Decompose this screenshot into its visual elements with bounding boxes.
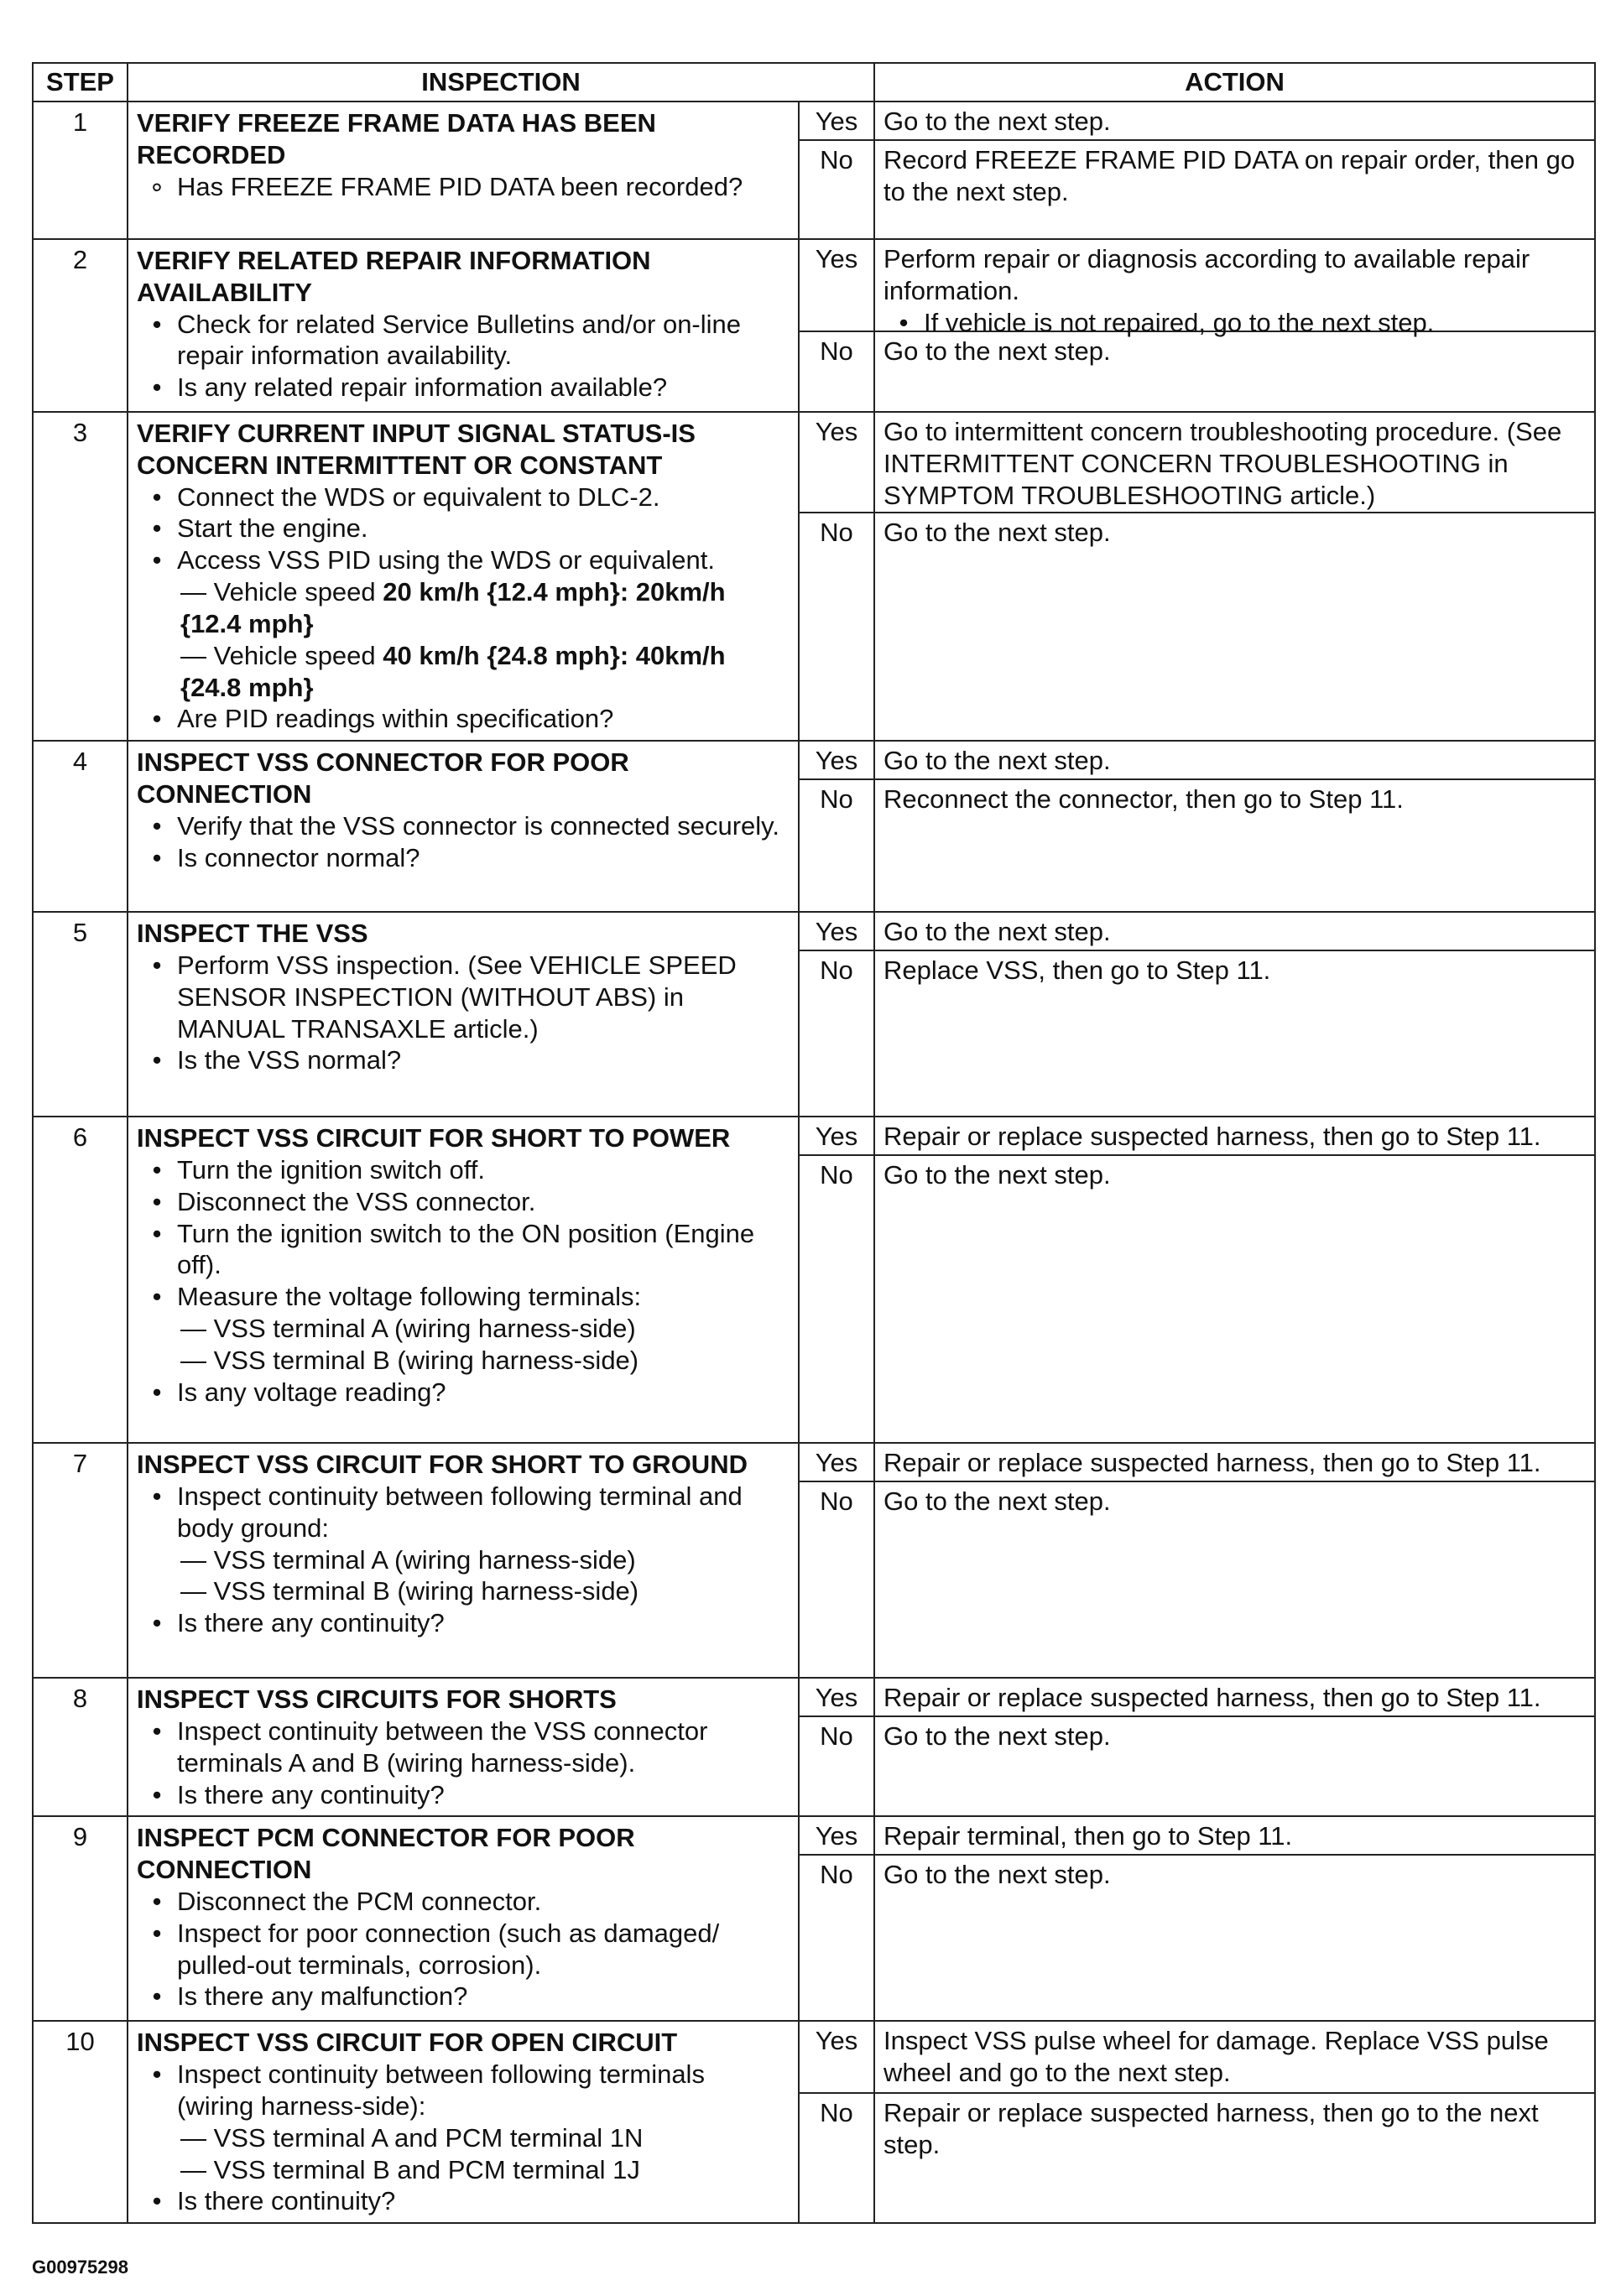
yes-action-text: Repair or replace suspected harness, then go to Step 11. [883, 1683, 1541, 1713]
bullet-mark: • [152, 1887, 162, 1916]
inspection-cell [128, 1816, 799, 2021]
yes-no-cell [799, 1117, 874, 1443]
action-cell [874, 412, 1595, 741]
yes-no-cell [799, 912, 874, 1117]
inspection-bullet [137, 1218, 788, 1282]
bullet-mark: • [152, 950, 162, 980]
bullet-mark: • [152, 1715, 162, 1746]
inspection-title: INSPECT VSS CIRCUIT FOR SHORT TO GROUND [137, 1450, 748, 1480]
table-row [33, 239, 1595, 412]
bullet-text: Inspect continuity between following terminals (wiring harness-side): [177, 2059, 705, 2121]
bullet-mark: • [152, 704, 162, 734]
inspection-title: INSPECT THE VSS [137, 919, 368, 949]
inspection-bullet [137, 1044, 788, 1076]
inspection-bullet [137, 372, 788, 403]
action-cell [874, 1678, 1595, 1816]
no-action: Reconnect the connector, then go to Step 11. [883, 784, 1404, 815]
yes-label: Yes [800, 1117, 873, 1156]
yes-label: Yes [800, 1679, 873, 1717]
inspection-title: INSPECT VSS CONNECTOR FOR POOR CONNECTION [137, 747, 629, 809]
yes-action [875, 240, 1594, 337]
yes-no-cell [799, 1816, 874, 2021]
bullet-mark: ∘ [149, 171, 165, 201]
bullet-mark: • [152, 2059, 162, 2090]
bullet-text: Is the VSS normal? [177, 1045, 402, 1075]
action-cell [874, 102, 1595, 239]
bullet-text: Is any related repair information available? [177, 372, 668, 403]
inspection-bullet [137, 1918, 788, 1981]
no-label: No [820, 1486, 853, 1517]
bullet-mark: • [152, 1186, 162, 1216]
no-action: Record FREEZE FRAME PID DATA on repair order, then go to the next step. [883, 145, 1576, 206]
yes-no-cell [799, 239, 874, 412]
inspection-cell [128, 239, 799, 412]
action-cell [874, 1816, 1595, 2021]
bullet-mark: • [152, 1045, 162, 1075]
yes-no-cell [799, 412, 874, 741]
bullet-mark: • [152, 1779, 162, 1809]
action-cell [874, 2021, 1595, 2223]
step-number: 6 [33, 1117, 128, 1443]
no-label: No [820, 145, 853, 174]
yes-action-text: Repair or replace suspected harness, then go to Step 11. [883, 1448, 1541, 1478]
yes-label: Yes [800, 913, 873, 951]
inspection-cell [128, 102, 799, 239]
inspection-bullet [137, 1981, 788, 2012]
bullet-mark: • [152, 1481, 162, 1511]
bullet-mark: • [152, 810, 162, 841]
step-number: 1 [33, 102, 128, 239]
yes-no-cell [799, 1678, 874, 1816]
inspection-title: INSPECT PCM CONNECTOR FOR POOR CONNECTION [137, 1823, 635, 1885]
bullet-mark: • [152, 1154, 162, 1184]
yes-label: Yes [800, 1817, 873, 1856]
action-cell [874, 1443, 1595, 1678]
bullet-mark: • [152, 1608, 162, 1638]
inspection-bullet [137, 309, 788, 372]
bullet-mark: • [152, 372, 162, 403]
table-row [33, 102, 1595, 239]
inspection-title: VERIFY RELATED REPAIR INFORMATION AVAILABILITY [137, 246, 651, 307]
spec-prefix: — Vehicle speed [180, 577, 383, 607]
yes-action [875, 413, 1594, 513]
terminal-line: — VSS terminal B (wiring harness-side) [180, 1576, 639, 1606]
inspection-bullet [137, 2059, 788, 2122]
spec-line [137, 576, 788, 640]
terminal-line: — VSS terminal B and PCM terminal 1J [180, 2154, 640, 2184]
yes-action [875, 1817, 1594, 1856]
yes-action-text: Go to the next step. [883, 917, 1111, 947]
inspection-cell [128, 412, 799, 741]
bullet-mark: • [152, 309, 162, 339]
bullet-text: Access VSS PID using the WDS or equivalent. [177, 545, 715, 575]
yes-no-cell [799, 102, 874, 239]
yes-label: Yes [800, 1444, 873, 1482]
table-row [33, 741, 1595, 912]
yes-action [875, 102, 1594, 141]
inspection-title: VERIFY CURRENT INPUT SIGNAL STATUS-IS CONCERN INTERMITTENT OR CONSTANT [137, 419, 696, 480]
inspection-bullet [137, 810, 788, 842]
yes-action [875, 1117, 1594, 1156]
inspection-title: VERIFY FREEZE FRAME DATA HAS BEEN RECORDED [137, 108, 656, 169]
header-step: STEP [33, 63, 128, 102]
step-number: 10 [33, 2021, 128, 2223]
bullet-mark: • [152, 1218, 162, 1248]
yes-action [875, 742, 1594, 780]
bullet-mark: • [152, 1918, 162, 1948]
yes-action-text: Go to intermittent concern troubleshooting procedure. (See INTERMITTENT CONCERN TROUBLESHOOTING in SYMPTOM TROUBLESHOOTING article.) [883, 417, 1562, 510]
inspection-bullet [137, 1481, 788, 1544]
table-row [33, 1443, 1595, 1678]
yes-action [875, 1679, 1594, 1717]
step-number: 8 [33, 1678, 128, 1816]
inspection-bullet [137, 544, 788, 576]
no-label: No [820, 1860, 853, 1890]
bullet-text: Disconnect the VSS connector. [177, 1186, 536, 1216]
bullet-text: Inspect for poor connection (such as damaged/ pulled-out terminals, corrosion). [177, 1918, 720, 1980]
action-cell [874, 1117, 1595, 1443]
table-row [33, 1117, 1595, 1443]
yes-action-text: Go to the next step. [883, 107, 1111, 136]
inspection-bullet [137, 1779, 788, 1811]
bullet-text: Turn the ignition switch to the ON position (Engine off). [177, 1218, 755, 1280]
no-label: No [820, 1721, 853, 1752]
table-row [33, 1678, 1595, 1816]
no-label: No [820, 784, 853, 815]
inspection-bullet [137, 1281, 788, 1313]
bullet-text: Has FREEZE FRAME PID DATA been recorded? [177, 171, 743, 201]
inspection-bullet [137, 703, 788, 735]
inspection-cell [128, 1678, 799, 1816]
no-action: Repair or replace suspected harness, then go to the next step. [883, 2098, 1539, 2160]
yes-no-cell [799, 1443, 874, 1678]
bullet-text: Is any voltage reading? [177, 1377, 446, 1407]
inspection-title: INSPECT VSS CIRCUITS FOR SHORTS [137, 1684, 617, 1715]
yes-no-cell [799, 2021, 874, 2223]
bullet-mark: • [152, 513, 162, 544]
inspection-bullet [137, 1186, 788, 1218]
header-row [33, 63, 1595, 102]
spec-prefix: — Vehicle speed [180, 640, 383, 670]
yes-action [875, 1444, 1594, 1482]
no-label: No [820, 2098, 853, 2128]
spec-line [137, 640, 788, 704]
inspection-bullet [137, 1607, 788, 1639]
yes-label: Yes [800, 413, 873, 513]
bullet-mark: • [152, 842, 162, 872]
bullet-text: Inspect continuity between following terminal and body ground: [177, 1481, 743, 1543]
inspection-cell [128, 2021, 799, 2223]
table-row [33, 912, 1595, 1117]
terminal-line: — VSS terminal A and PCM terminal 1N [180, 2122, 644, 2153]
bullet-text: Disconnect the PCM connector. [177, 1887, 542, 1916]
bullet-mark: • [152, 545, 162, 575]
table-body [33, 102, 1595, 2223]
bullet-text: Measure the voltage following terminals: [177, 1282, 642, 1312]
yes-action [875, 913, 1594, 951]
inspection-cell [128, 1117, 799, 1443]
yes-action-text: Repair terminal, then go to Step 11. [883, 1821, 1293, 1851]
bullet-text: Is connector normal? [177, 842, 420, 872]
yes-label: Yes [800, 2022, 873, 2094]
inspection-bullet [137, 482, 788, 513]
no-action: Go to the next step. [883, 1160, 1111, 1190]
action-cell [874, 741, 1595, 912]
yes-action-text: Go to the next step. [883, 746, 1111, 776]
step-number: 9 [33, 1816, 128, 2021]
no-action: Go to the next step. [883, 336, 1111, 366]
yes-action-text: Perform repair or diagnosis according to available repair information. [883, 244, 1530, 305]
bullet-text: Is there continuity? [177, 2186, 396, 2216]
no-action: Go to the next step. [883, 1486, 1111, 1517]
step-number: 4 [33, 741, 128, 912]
step-number: 2 [33, 239, 128, 412]
inspection-bullet [137, 171, 788, 203]
bullet-mark: • [152, 2186, 162, 2216]
bullet-text: Is there any continuity? [177, 1608, 445, 1638]
terminal-line: — VSS terminal A (wiring harness-side) [180, 1544, 636, 1575]
inspection-bullet [137, 1886, 788, 1918]
bullet-mark: • [152, 1981, 162, 2012]
no-label: No [820, 1160, 853, 1190]
bullet-mark: • [152, 1377, 162, 1407]
yes-no-cell [799, 741, 874, 912]
bullet-mark: • [152, 1282, 162, 1312]
no-label: No [820, 518, 853, 547]
figure-id: G00975298 [32, 2257, 128, 2278]
inspection-bullet [137, 842, 788, 874]
action-cell [874, 912, 1595, 1117]
diagnostic-table [32, 62, 1596, 2224]
bullet-text: Verify that the VSS connector is connected securely. [177, 810, 779, 841]
bullet-text: If vehicle is not repaired, go to the next step. [924, 307, 1435, 337]
step-number: 5 [33, 912, 128, 1117]
bullet-text: Check for related Service Bulletins and/or on-line repair information availability. [177, 309, 742, 371]
bullet-mark: • [899, 307, 909, 337]
bullet-text: Inspect continuity between the VSS connector terminals A and B (wiring harness-side). [177, 1715, 708, 1778]
header-inspection: INSPECTION [128, 63, 874, 102]
header-action: ACTION [874, 63, 1595, 102]
yes-action-text: Inspect VSS pulse wheel for damage. Replace VSS pulse wheel and go to the next step. [883, 2026, 1549, 2088]
inspection-cell [128, 912, 799, 1117]
bullet-text: Is there any malfunction? [177, 1981, 468, 2012]
yes-label: Yes [800, 102, 873, 141]
no-action: Go to the next step. [883, 1860, 1111, 1890]
inspection-cell [128, 1443, 799, 1678]
inspection-title: INSPECT VSS CIRCUIT FOR SHORT TO POWER [137, 1123, 731, 1153]
table-row [33, 2021, 1595, 2223]
spec-value: 20 km/h {12.4 mph}: 20km/h {12.4 mph} [180, 577, 726, 638]
no-label: No [820, 336, 853, 366]
inspection-title: INSPECT VSS CIRCUIT FOR OPEN CIRCUIT [137, 2028, 678, 2058]
step-number: 3 [33, 412, 128, 741]
yes-label: Yes [800, 742, 873, 780]
inspection-bullet [137, 950, 788, 1044]
yes-label: Yes [800, 240, 873, 332]
table-row [33, 1816, 1595, 2021]
step-number: 7 [33, 1443, 128, 1678]
bullet-text: Connect the WDS or equivalent to DLC-2. [177, 482, 660, 512]
bullet-text: Are PID readings within specification? [177, 704, 614, 734]
no-action: Go to the next step. [883, 518, 1111, 547]
no-action: Replace VSS, then go to Step 11. [883, 955, 1271, 986]
inspection-bullet [137, 513, 788, 544]
bullet-text: Start the engine. [177, 513, 368, 544]
inspection-bullet [137, 1154, 788, 1186]
inspection-bullet [137, 2185, 788, 2217]
yes-action-text: Repair or replace suspected harness, then go to Step 11. [883, 1122, 1541, 1152]
table-row [33, 412, 1595, 741]
no-label: No [820, 955, 853, 986]
action-cell [874, 239, 1595, 412]
no-action: Go to the next step. [883, 1721, 1111, 1752]
terminal-line: — VSS terminal B (wiring harness-side) [180, 1345, 639, 1375]
inspection-bullet [137, 1377, 788, 1408]
bullet-text: Is there any continuity? [177, 1779, 445, 1809]
bullet-text: Turn the ignition switch off. [177, 1154, 486, 1184]
bullet-text: Perform VSS inspection. (See VEHICLE SPEED SENSOR INSPECTION (WITHOUT ABS) in MANUAL TRANSAXLE article.) [177, 950, 737, 1044]
spec-value: 40 km/h {24.8 mph}: 40km/h {24.8 mph} [180, 640, 726, 702]
inspection-bullet [137, 1715, 788, 1779]
bullet-mark: • [152, 482, 162, 512]
terminal-line: — VSS terminal A (wiring harness-side) [180, 1314, 636, 1343]
inspection-cell [128, 741, 799, 912]
yes-action [875, 2022, 1594, 2094]
